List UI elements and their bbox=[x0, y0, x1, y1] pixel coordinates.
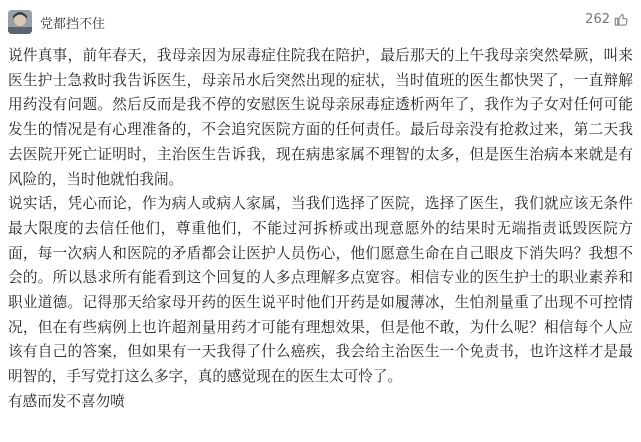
like-button[interactable] bbox=[585, 12, 629, 27]
comment-body bbox=[8, 44, 633, 415]
comment-paragraph: 说实话，凭心而论，作为病人或病人家属，当我们选择了医院，选择了医生，我们就应该无条件最大限度的去信任他们，尊重他们，不能过河拆桥或出现意愿外的结果时无端指责诋毁医院方面，每一次病人和医院的矛盾都会让医护人员伤心，他们愿意生命在自己眼皮下消失吗？我想不会的。所以恳求所有能看到这个回复的人多点理解多点宽容。相信专业的医生护士的职业素养和职业道德。记得那天给家母开药的医生说平时他们开药是如履薄冰，生怕剂量重了出现不可控情况，但在有些病例上也许超剂量用药才可能有理想效果，但是他不敢，为什么呢？相信每个人应该有自己的答案，但如果有一天我得了什么癌疾，我会给主治医生一个免责书，也许这样才是最明智的，手写党打这么多字，真的感觉现在的医生太可怜了。 bbox=[8, 195, 633, 386]
thumbs-up-icon bbox=[614, 12, 629, 27]
avatar[interactable] bbox=[8, 10, 32, 34]
avatar-image bbox=[8, 10, 32, 34]
like-count: 262 bbox=[585, 12, 610, 27]
comment-header bbox=[8, 6, 633, 38]
username[interactable]: 党都挡不住 bbox=[40, 16, 106, 32]
comment-paragraph: 说件真事，前年春天，我母亲因为尿毒症住院我在陪护，最后那天的上午我母亲突然晕厥，叫来医生护士急救时我告诉医生，母亲吊水后突然出现的症状，当时值班的医生都快哭了，一直辩解用药没有问题。然后反而是我不停的安慰医生说母亲尿毒症透析两年了，我作为子女对任何可能发生的情况是有心理准备的，不会追究医院方面的任何责任。最后母亲没有抢救过来，第二天我去医院开死亡证明时，主治医生告诉我，现在病患家属不理智的太多，但是医生治病本来就是有风险的，当时他就怕我闹。 bbox=[8, 47, 633, 188]
comment-paragraph: 有感而发不喜勿喷 bbox=[8, 392, 125, 410]
